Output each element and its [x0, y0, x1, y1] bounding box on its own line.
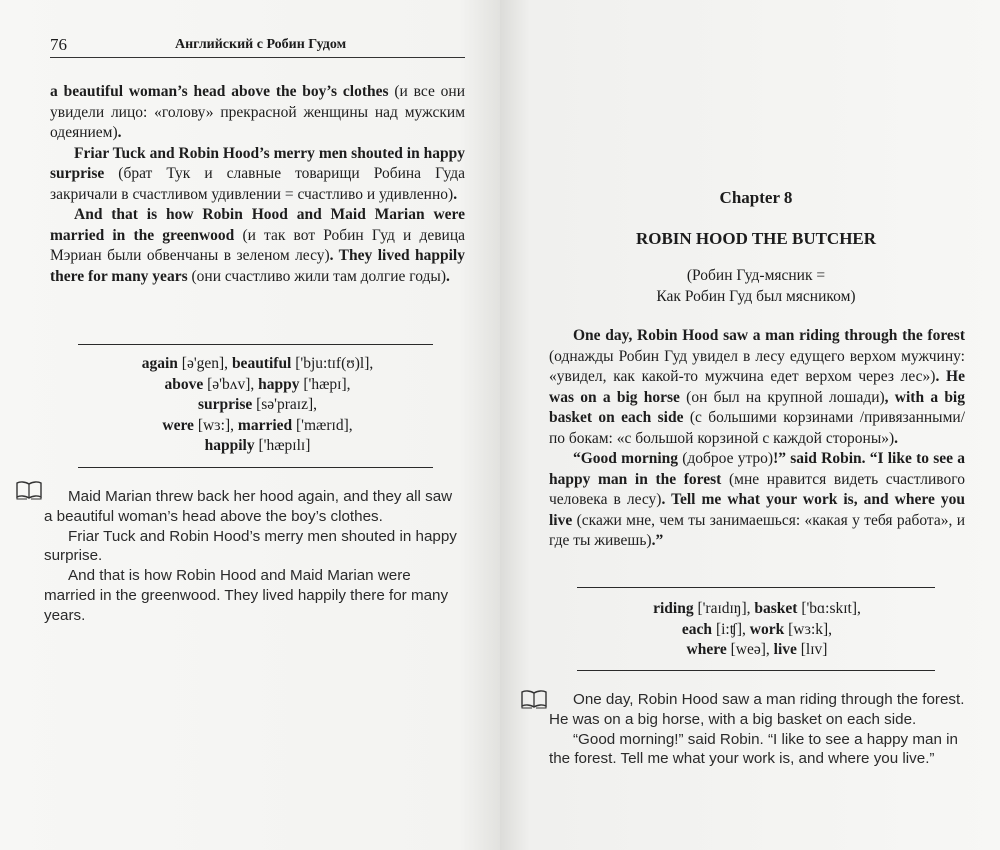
english-phrase: Friar Tuck and Robin Hood’s merry men shouted in happy surprise [50, 144, 465, 182]
english-paragraph: One day, Robin Hood saw a man riding through the forest. He was on a big horse, with a big basket on each side. [549, 691, 965, 728]
divider-bottom [577, 670, 935, 671]
running-title: Английский с Робин Гудом [175, 37, 347, 52]
vocabulary-box [50, 354, 465, 457]
bilingual-paragraph-2 [50, 144, 465, 206]
bilingual-text-right [549, 326, 965, 552]
english-phrase: , with a big basket on each side [549, 388, 965, 426]
bilingual-paragraph-1 [50, 82, 465, 144]
english-phrase: . He was on a big horse [549, 368, 965, 406]
bilingual-paragraph-1 [549, 326, 965, 449]
russian-gloss: (он был на крупной лошади) [679, 388, 885, 406]
vocab-line: surprise [sə'praɪz], [197, 396, 317, 413]
english-paragraph: “Good morning!” said Robin. “I like to see a happy man in the forest. Tell me what your work is, and where you live.” [549, 730, 958, 768]
punctuation: . [453, 185, 458, 203]
open-book-icon [15, 480, 43, 500]
english-text-left [44, 487, 462, 626]
english-phrase: “Good morning [573, 450, 678, 467]
english-phrase: And that is how Robin Hood and Maid Marian were married in the greenwood [50, 206, 465, 244]
russian-gloss: (скажи мне, чем ты занимаешься: «какая у тебя работа», и где ты живешь) [549, 511, 965, 549]
vocab-line: each [i:ʧ], work [wɜ:k], [681, 620, 833, 638]
vocab-line: happily ['hæpɪlɪ] [204, 437, 311, 454]
right-page [500, 0, 1000, 850]
vocab-line: where [weə], live [lɪv] [686, 641, 828, 658]
punctuation: . [446, 267, 450, 285]
chapter-label: Chapter 8 [719, 188, 793, 207]
russian-gloss: (мне нравится видеть счастливого человека в лесу) [549, 470, 965, 508]
vocab-line: riding ['raɪdɪŋ], basket ['bɑ:skɪt], [653, 600, 861, 617]
english-phrase: a beautiful woman’s head above the boy’s clothes [50, 83, 389, 100]
divider-top [577, 587, 935, 588]
russian-gloss: (они счастливо жили там долгие годы) [187, 267, 446, 285]
punctuation: . [117, 124, 122, 141]
english-text-right [549, 690, 967, 769]
english-phrase: !” said Robin. “I like to see a happy man in the forest [549, 450, 965, 488]
page-number: 76 [50, 35, 67, 54]
russian-gloss: (с большими корзинами /привязанными/ по бокам: «с большой корзиной с каждой стороны») [549, 409, 966, 447]
vocab-line: above [ə'bʌv], happy ['hæpɪ], [164, 375, 351, 393]
chapter-title: ROBIN HOOD THE BUTCHER [635, 229, 877, 248]
vocabulary-box [549, 599, 965, 661]
english-phrase: One day, Robin Hood saw a man riding through the forest [573, 327, 965, 344]
russian-gloss: (и все они увидели лицо: «голову» прекрасной женщины над мужским одеянием) [50, 83, 465, 141]
russian-gloss: (брат Тук и славные товарищи Робина Гуда закричали в счастливом удивлении = счастливо и удивленно) [50, 165, 465, 203]
chapter-subtitle [500, 265, 1000, 307]
punctuation: .” [651, 532, 664, 549]
divider-bottom [78, 467, 433, 468]
english-paragraph: Friar Tuck and Robin Hood’s merry men shouted in happy surprise. [44, 527, 457, 565]
russian-gloss: (однажды Робин Гуд увидел в лесу едущего верхом мужчину: «увидел, как какой-то мужчина едет верхом через лес») [549, 347, 965, 385]
punctuation: . [894, 429, 899, 447]
english-paragraph: And that is how Robin Hood and Maid Marian were married in the greenwood. They lived happily there for many years. [44, 567, 449, 624]
english-phrase: . They lived happily there for many years [50, 247, 465, 285]
english-phrase: . Tell me what your work is, and where you live [549, 491, 965, 529]
running-header [50, 35, 465, 58]
english-paragraph: Maid Marian threw back her hood again, and they all saw a beautiful woman’s head above the boy’s clothes. [44, 488, 453, 525]
russian-gloss: (доброе утро) [678, 450, 774, 467]
open-book-icon [520, 689, 548, 709]
vocab-line: again [ə'gen], beautiful ['bju:tɪf(ʊ)l], [141, 355, 374, 372]
bilingual-paragraph-3 [50, 205, 465, 287]
vocab-line: were [wɜ:], married ['mærɪd], [162, 416, 353, 434]
bilingual-text-left [50, 82, 465, 287]
russian-gloss: (и так вот Робин Гуд и девица Мэриан были обвенчаны в зеленом лесу) [50, 226, 466, 264]
bilingual-paragraph-2 [549, 449, 965, 552]
subtitle-line: Как Робин Гуд был мясником) [656, 288, 856, 305]
divider-top [78, 344, 433, 345]
subtitle-line: (Робин Гуд-мясник = [686, 267, 826, 284]
